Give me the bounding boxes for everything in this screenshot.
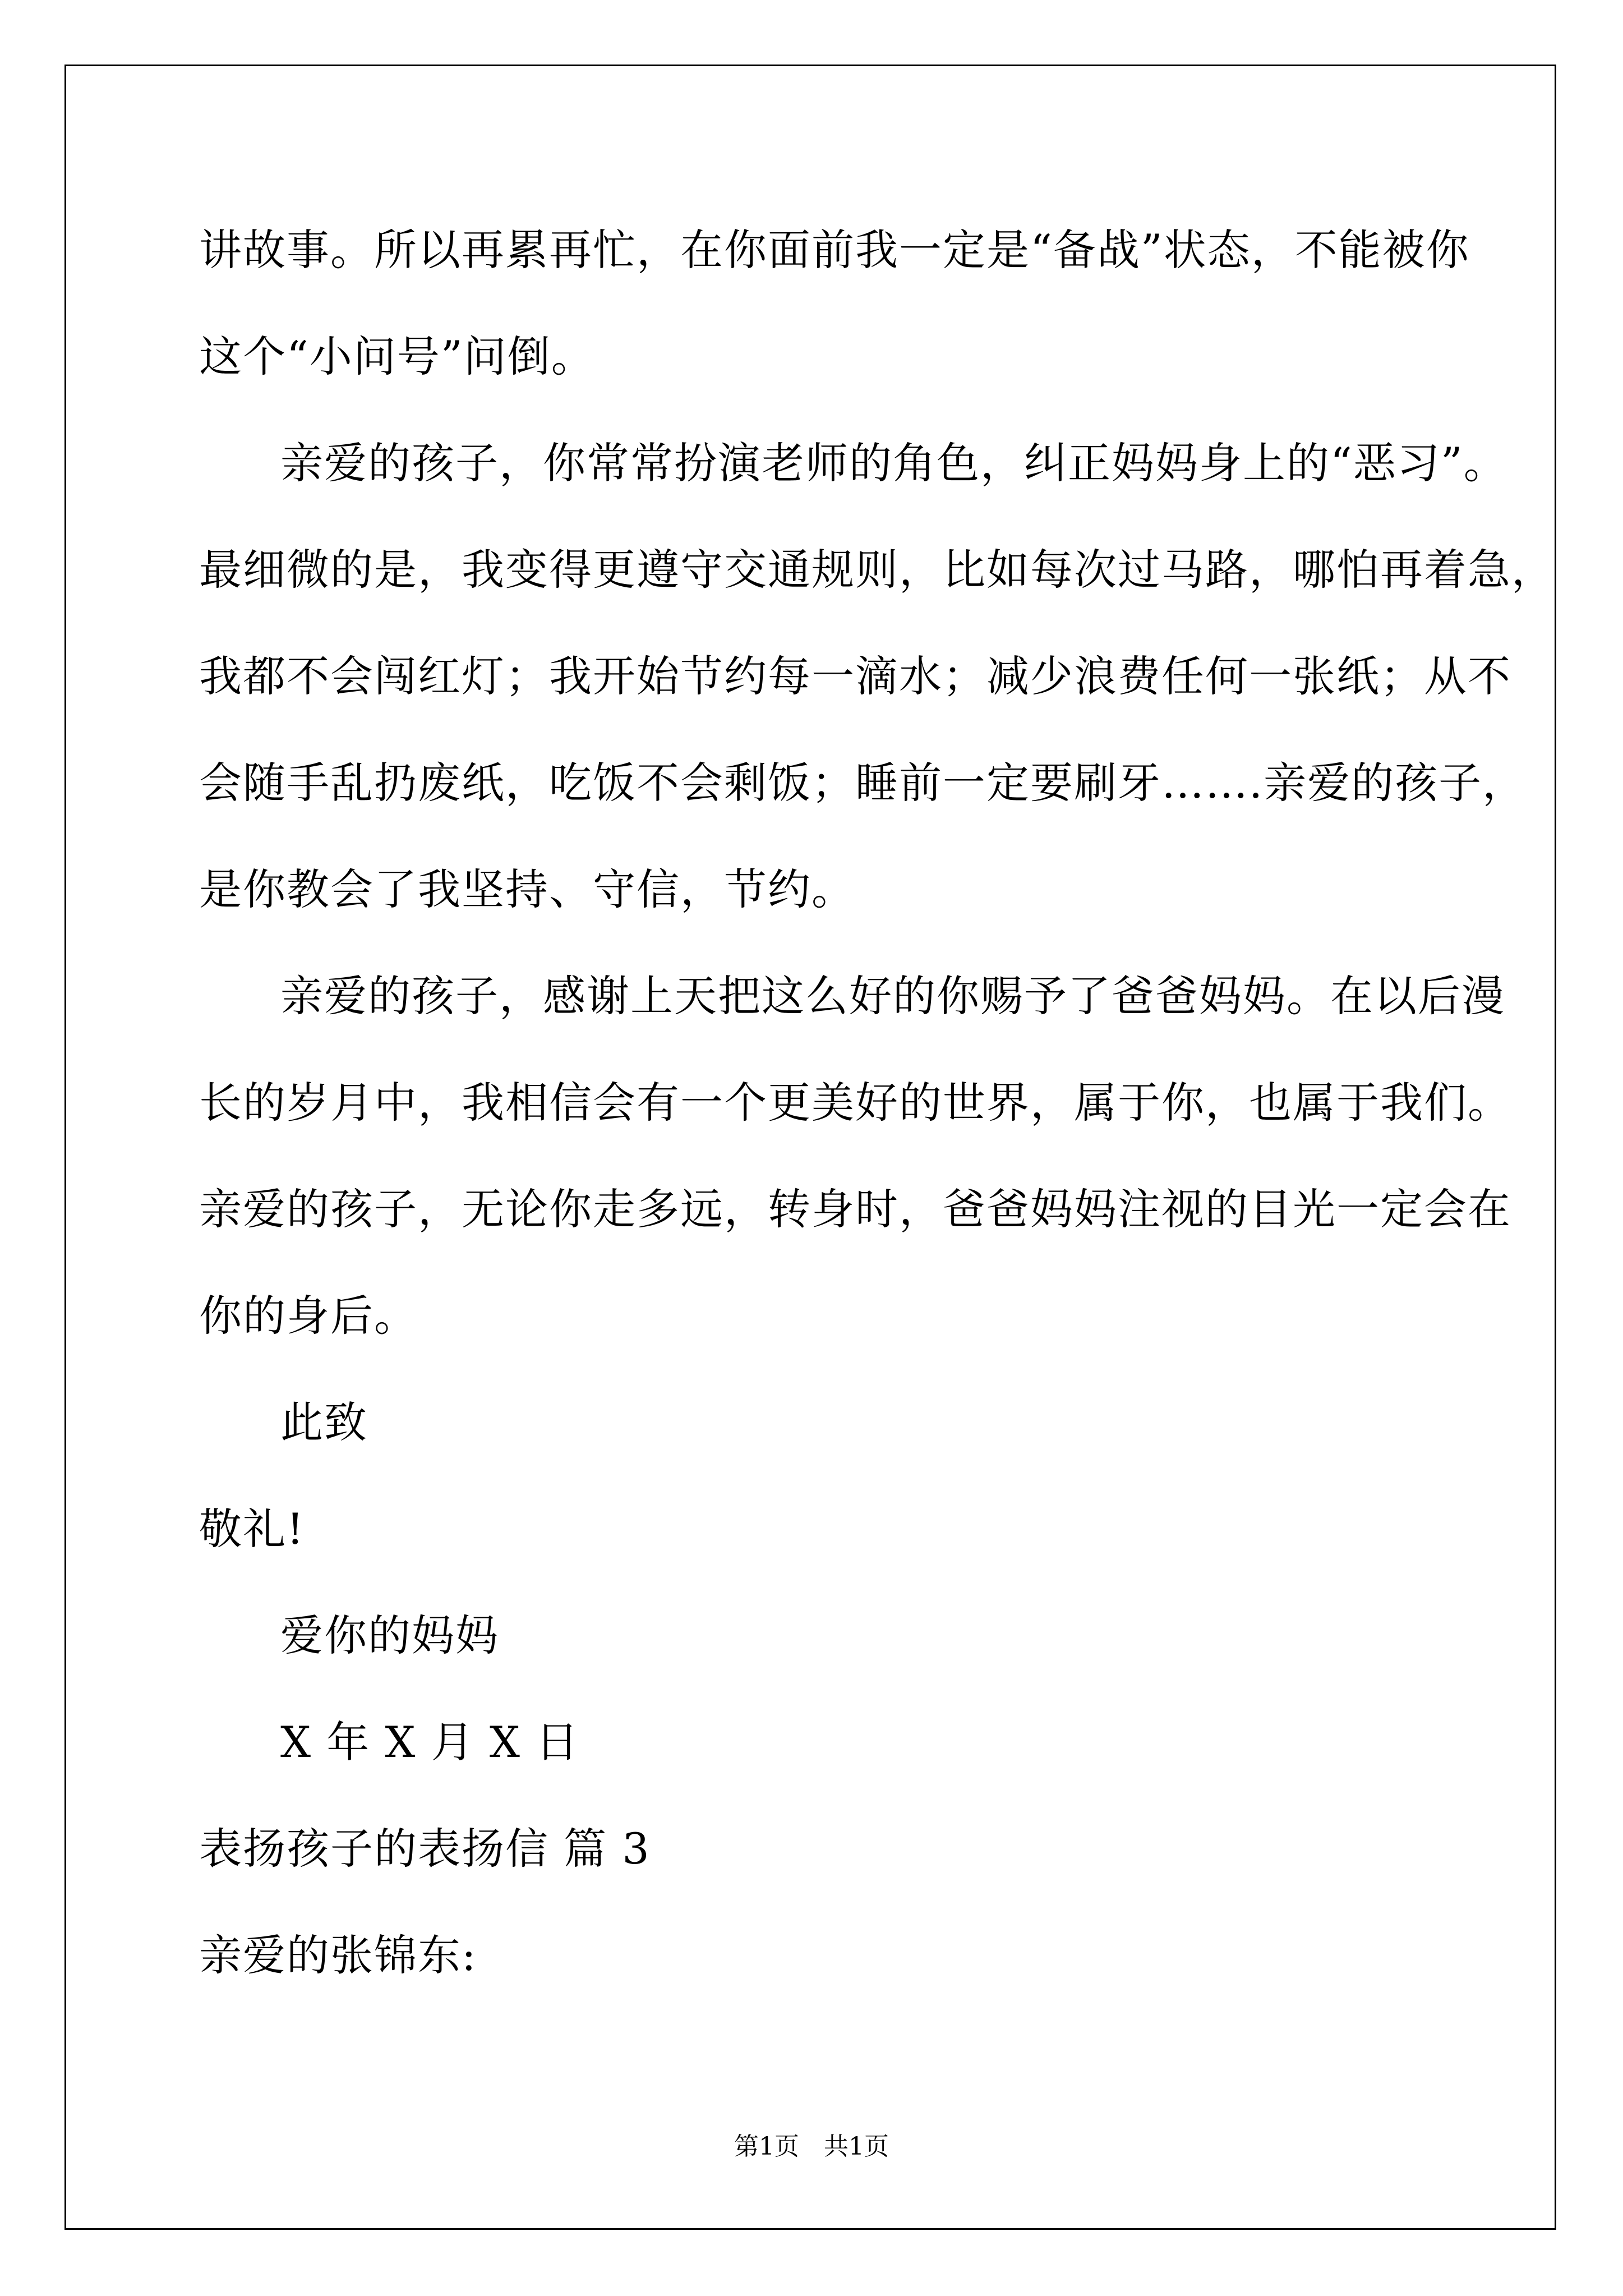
text-line: 我都不会闯红灯；我开始节约每一滴水；减少浪费任何一张纸；从不 bbox=[199, 651, 1511, 701]
text-line: 这个“小问号”问倒。 bbox=[199, 332, 595, 381]
text-line: 最细微的是，我变得更遵守交通规则，比如每次过马路，哪怕再着急， bbox=[199, 545, 1555, 595]
text-line: 讲故事。所以再累再忙，在你面前我一定是“备战”状态，不能被你 bbox=[199, 225, 1470, 275]
text-line: 是你教会了我坚持、守信，节约。 bbox=[199, 864, 855, 914]
salutation: 敬礼! bbox=[199, 1504, 305, 1554]
signature: 爱你的妈妈 bbox=[280, 1611, 499, 1660]
text-line: 会随手乱扔废纸，吃饭不会剩饭；睡前一定要刷牙…….亲爱的孩子， bbox=[199, 758, 1527, 808]
closing-phrase: 此致 bbox=[280, 1397, 368, 1447]
text-line: 亲爱的孩子，无论你走多远，转身时，爸爸妈妈注视的目光一定会在 bbox=[199, 1184, 1511, 1234]
page-border bbox=[64, 65, 1556, 2230]
text-line: 你的身后。 bbox=[199, 1291, 418, 1341]
text-line: 亲爱的孩子，你常常扮演老师的角色，纠正妈妈身上的“恶习”。 bbox=[280, 438, 1507, 488]
page-footer: 第1页 共1页 bbox=[734, 2132, 889, 2161]
text-line: 长的岁月中，我相信会有一个更美好的世界，属于你，也属于我们。 bbox=[199, 1078, 1511, 1128]
section-heading: 表扬孩子的表扬信 篇 3 bbox=[199, 1824, 651, 1874]
date-line: X 年 X 月 X 日 bbox=[280, 1717, 580, 1767]
letter-greeting: 亲爱的张锦东: bbox=[199, 1930, 477, 1980]
text-line: 亲爱的孩子，感谢上天把这么好的你赐予了爸爸妈妈。在以后漫 bbox=[280, 971, 1505, 1021]
